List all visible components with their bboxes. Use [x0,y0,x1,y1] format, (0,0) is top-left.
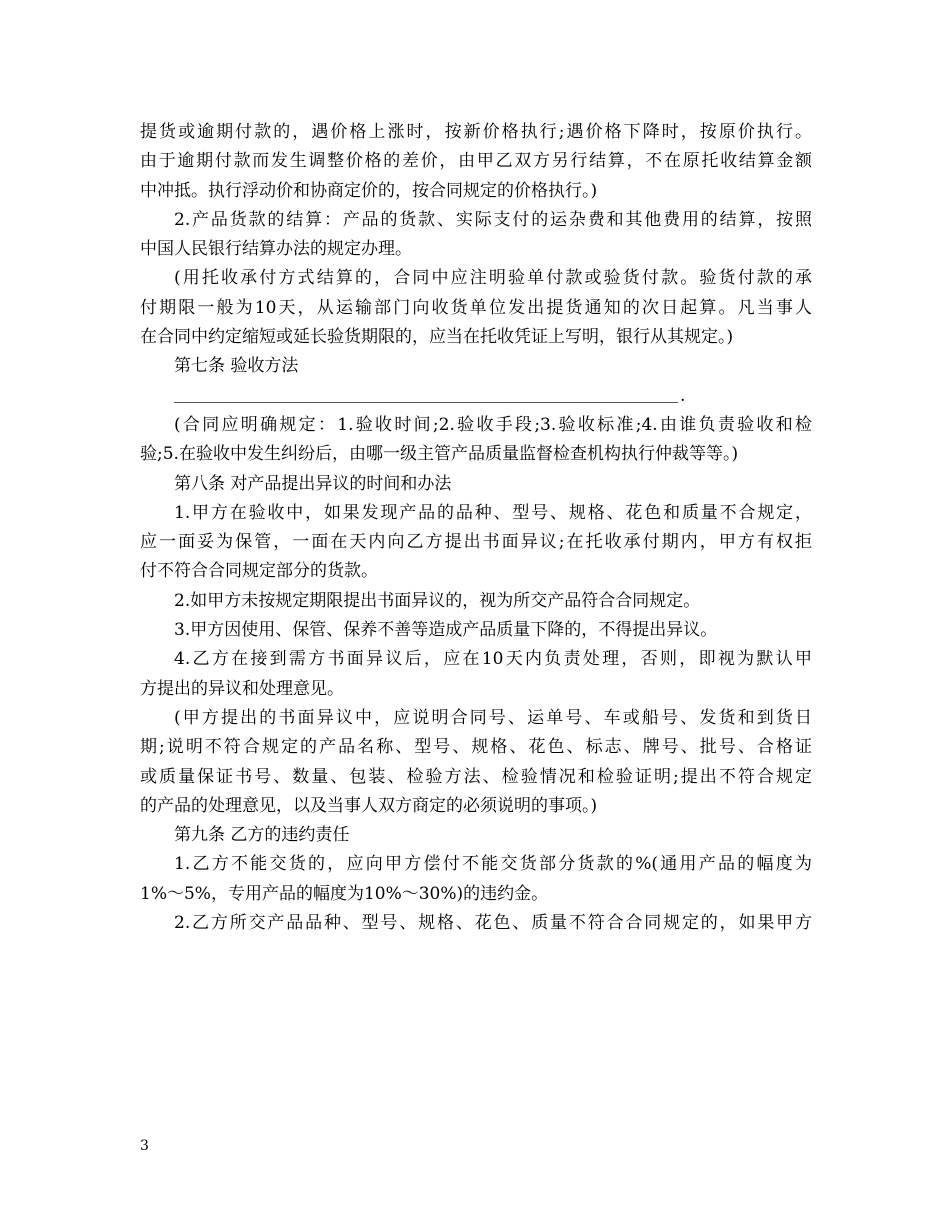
text-line: 1.甲方在验收中，如果发现产品的品种、型号、规格、花色和质量不合规定， [174,502,812,523]
fill-in-blank [140,382,812,411]
text-line: 中国人民银行结算办法的规定办理。 [140,239,412,260]
text-line: 付不符合合同规定部分的货款。 [140,561,378,582]
text-line: 付期限一般为10天，从运输部门向收货单位发出提货通知的次日起算。凡当事人 [140,297,812,318]
text-line: 验;5.在验收中发生纠纷后，由哪一级主管产品质量监督检查机构执行仲裁等等。) [140,444,739,465]
section-heading: 第七条 验收方法 [174,356,299,377]
text-line: 的产品的处理意见，以及当事人双方商定的必须说明的事项。) [140,795,598,816]
text-line: 2.产品货款的结算：产品的货款、实际支付的运杂费和其他费用的结算，按照 [174,209,812,230]
text-line: (用托收承付方式结算的，合同中应注明验单付款或验货付款。验货付款的承 [174,268,812,289]
text-line: 期;说明不符合规定的产品名称、型号、规格、花色、标志、牌号、批号、合格证 [140,737,812,758]
text-line: 由于逾期付款而发生调整价格的差价，由甲乙双方另行结算，不在原托收结算金额 [140,151,812,172]
text-line: (甲方提出的书面异议中，应说明合同号、运单号、车或船号、发货和到货日 [174,707,812,728]
text-line: 2.乙方所交产品品种、型号、规格、花色、质量不符合合同规定的，如果甲方 [174,913,812,934]
section-heading: 第八条 对产品提出异议的时间和办法 [174,473,452,494]
text-line: 2.如甲方未按规定期限提出书面异议的，视为所交产品符合合同规定。 [174,590,701,611]
blank-end-period: . [680,385,686,406]
text-line: 应一面妥为保管，一面在天内向乙方提出书面异议;在托收承付期内，甲方有权拒 [140,532,812,553]
page-number: 3 [140,1138,149,1154]
text-line: (合同应明确规定：1.验收时间;2.验收手段;3.验收标准;4.由谁负责验收和检 [174,414,812,435]
text-line: 1%～5%，专用产品的幅度为10%～30%)的违约金。 [140,883,549,904]
section-heading: 第九条 乙方的违约责任 [174,825,350,846]
text-line: 中冲抵。执行浮动价和协商定价的，按合同规定的价格执行。) [140,180,598,201]
text-line: 3.甲方因使用、保管、保养不善等造成产品质量下降的，不得提出异议。 [174,620,718,641]
text-line: 在合同中约定缩短或延长验货期限的，应当在托收凭证上写明，银行从其规定。) [140,327,734,348]
text-line: 4.乙方在接到需方书面异议后，应在10天内负责处理，否则，即视为默认甲 [174,649,812,670]
text-line: 方提出的异议和处理意见。 [140,678,344,699]
text-line: 或质量保证书号、数量、包装、检验方法、检验情况和检验证明;提出不符合规定 [140,766,812,787]
blank-underline [174,402,678,403]
document-body [140,118,812,938]
text-line: 1.乙方不能交货的，应向甲方偿付不能交货部分货款的%(通用产品的幅度为 [174,854,812,875]
text-line: 提货或逾期付款的，遇价格上涨时，按新价格执行;遇价格下降时，按原价执行。 [140,122,812,142]
